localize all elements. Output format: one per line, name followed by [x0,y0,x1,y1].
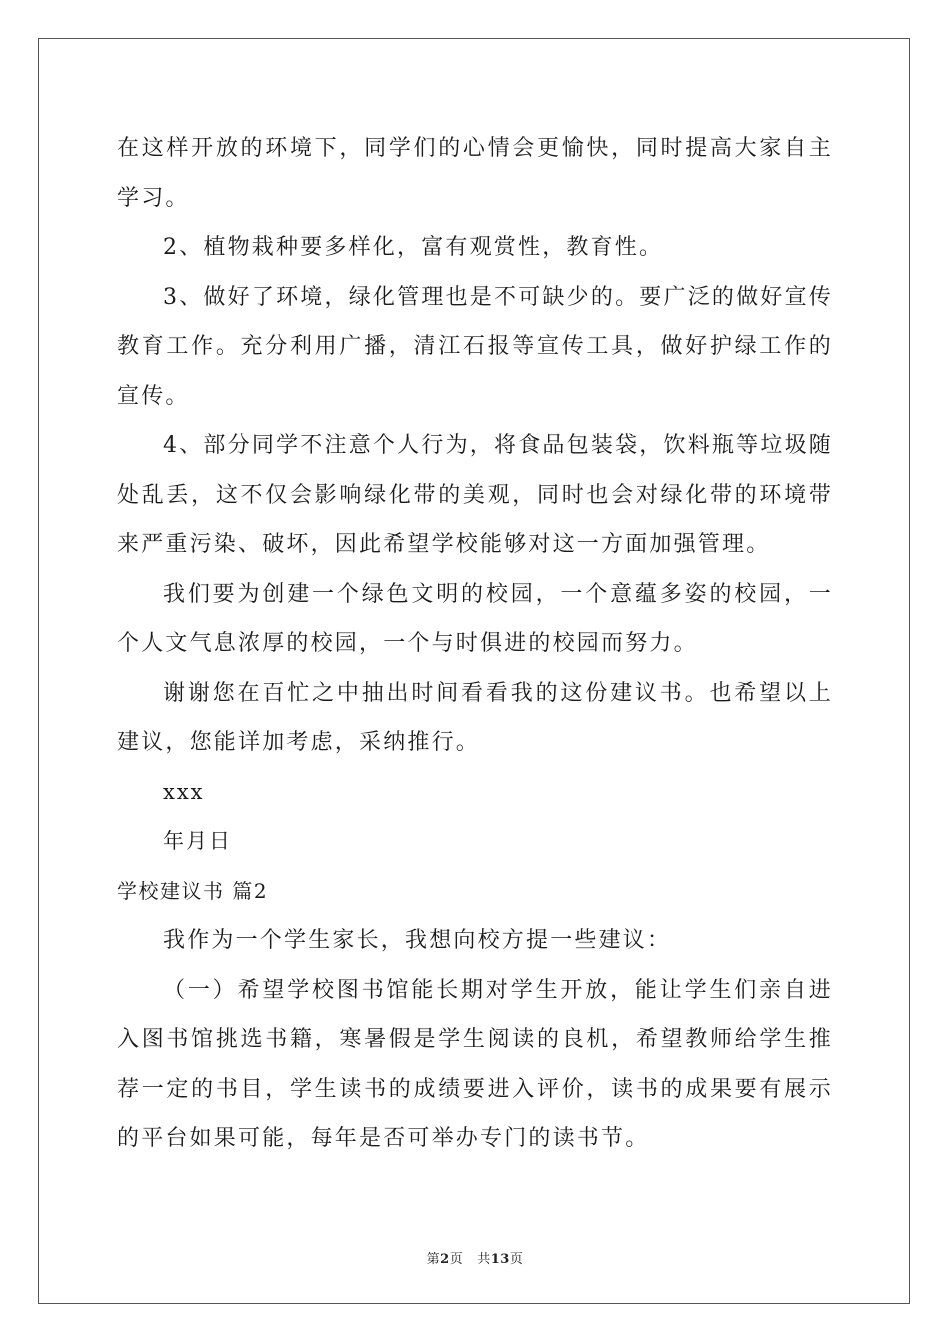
paragraph-4: 4、部分同学不注意个人行为，将食品包装袋，饮料瓶等垃圾随处乱丢，这不仅会影响绿化带的美观，同时也会对绿化带的环境带来严重污染、破坏，因此希望学校能够对这一方面加强管理。 [117,433,833,557]
date-line: 年月日 [163,829,232,853]
paragraph-2: 2、植物栽种要多样化，富有观赏性，教育性。 [163,235,664,260]
document-body [117,124,833,1164]
total-prefix: 共 [477,1252,491,1267]
page-number: 2 [440,1252,450,1267]
page-footer [0,1248,950,1267]
paragraph-5: 我们要为创建一个绿色文明的校园，一个意蕴多姿的校园，一个人文气息浓厚的校园，一个与时俱进的校园而努力。 [117,581,833,656]
page-suffix: 页 [449,1252,464,1267]
paragraph-1: 在这样开放的环境下，同学们的心情会更愉快，同时提高大家自主学习。 [117,136,833,211]
paragraph-6: 谢谢您在百忙之中抽出时间看看我的这份建议书。也希望以上建议，您能详加考虑，采纳推行。 [117,680,833,755]
page-prefix: 第 [426,1252,441,1267]
section2-paragraph-1: 我作为一个学生家长，我想向校方提一些建议： [163,928,672,953]
total-pages: 13 [490,1252,510,1267]
total-suffix: 页 [509,1252,524,1267]
section2-paragraph-2: （一）希望学校图书馆能长期对学生开放，能让学生们亲自进入图书馆挑选书籍，寒暑假是学生阅读的良机，希望教师给学生推荐一定的书目，学生读书的成绩要进入评价，读书的成果要有展示的平台如果可能，每年是否可举办专门的读书节。 [117,977,833,1151]
signature: xxx [163,779,205,804]
section-heading: 学校建议书 篇2 [117,878,269,903]
paragraph-3: 3、做好了环境，绿化管理也是不可缺少的。要广泛的做好宣传教育工作。充分利用广播，清江石报等宣传工具，做好护绿工作的宣传。 [117,284,833,409]
